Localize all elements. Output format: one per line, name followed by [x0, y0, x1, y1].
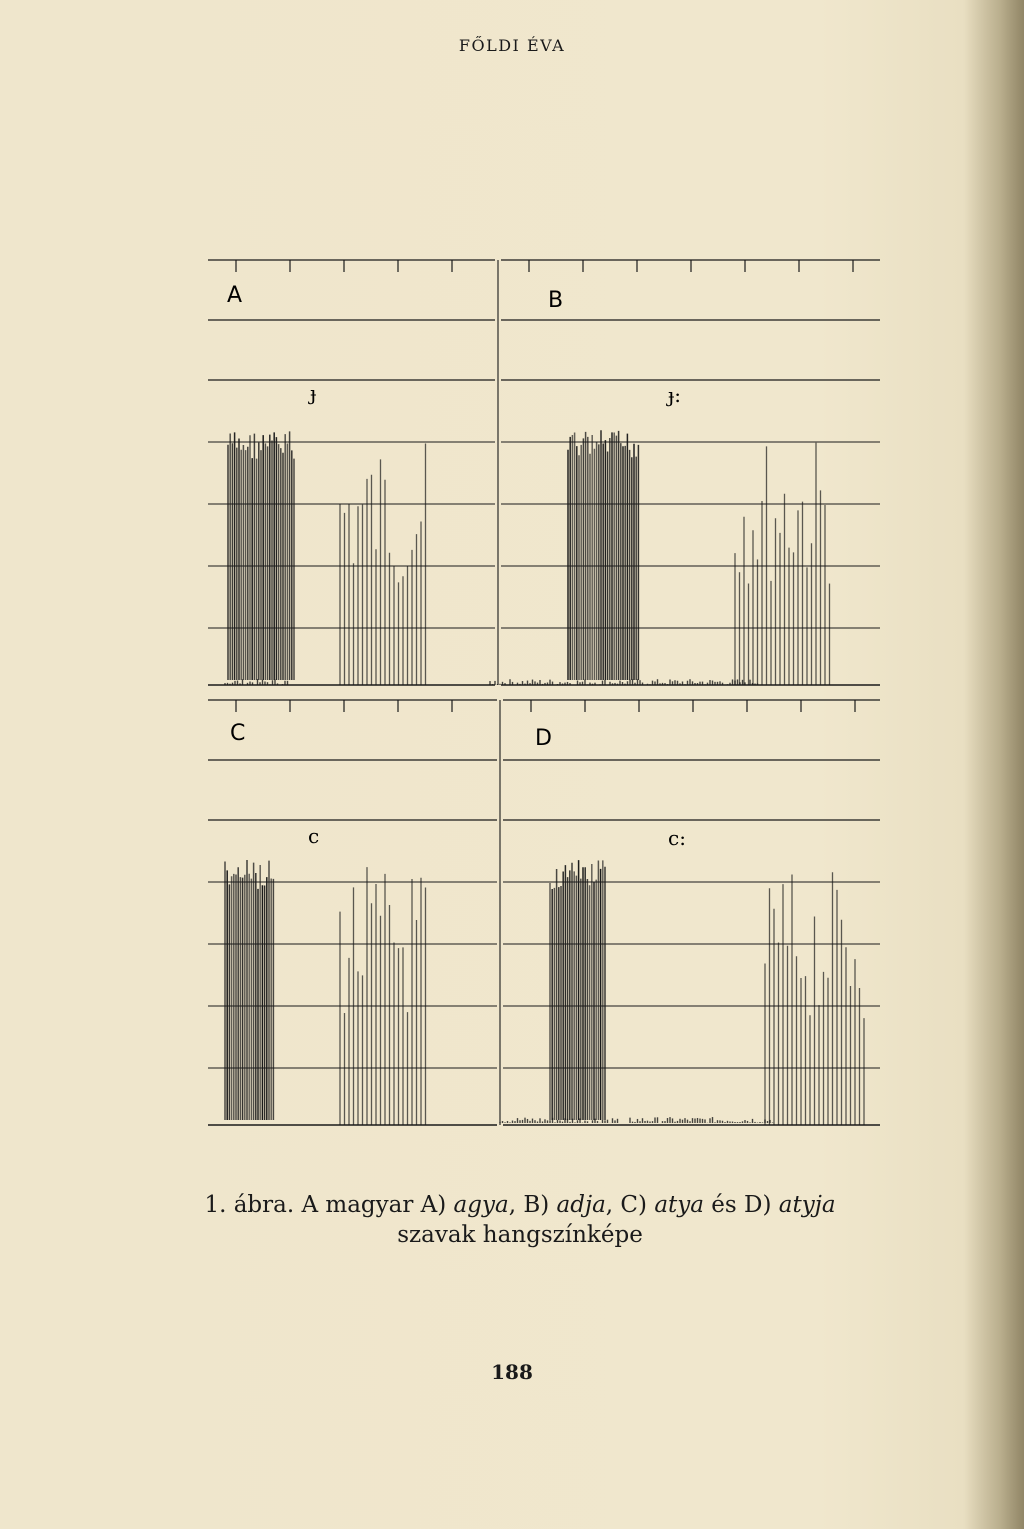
caption-word-agya: agya [453, 1192, 509, 1218]
caption-sep-3: és D) [703, 1192, 779, 1218]
caption-line-2: szavak hangszínképe [397, 1222, 643, 1248]
caption-prefix: 1. ábra. A magyar A) [204, 1192, 454, 1218]
caption-line-1 [160, 1190, 880, 1220]
binding-shadow [964, 0, 1024, 1529]
caption-word-atyja: atyja [778, 1192, 836, 1218]
segment-label-b: ɟ: [668, 383, 682, 407]
page-number: 188 [491, 1360, 533, 1384]
panel-label-b: B [548, 288, 564, 313]
segment-label-c: c [308, 824, 320, 848]
segment-label-a: ɟ [310, 381, 317, 405]
spectrogram-figure [200, 245, 890, 1145]
caption-word-adja: adja [556, 1192, 606, 1218]
panel-label-a: A [227, 283, 243, 308]
caption-word-atya: atya [654, 1192, 704, 1218]
running-head: FŐLDI ÉVA [458, 36, 566, 55]
figure-grid-lines [208, 260, 880, 1125]
panel-label-c: C [230, 721, 246, 746]
caption-sep-2: , C) [605, 1192, 655, 1218]
panel-label-d: D [535, 726, 552, 751]
figure-caption [160, 1190, 880, 1250]
segment-label-d: c: [668, 826, 686, 850]
spectrogram-marks [225, 430, 864, 1125]
caption-sep-1: , B) [508, 1192, 557, 1218]
